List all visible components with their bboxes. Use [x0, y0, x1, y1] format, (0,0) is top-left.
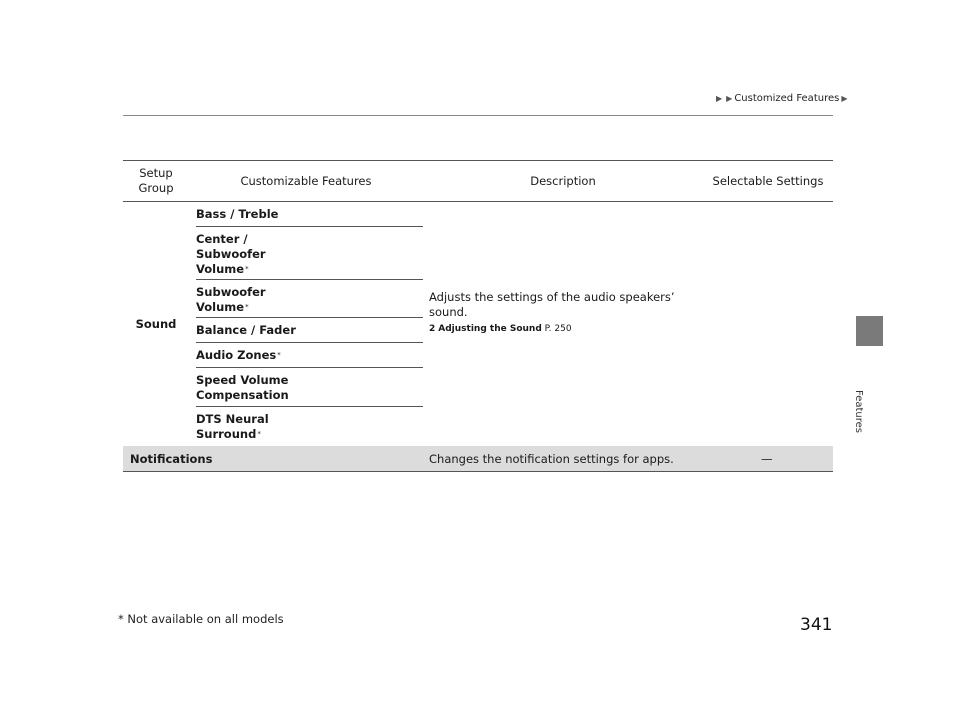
reference-arrow-icon: 2	[429, 324, 436, 334]
section-tab-label: Features	[853, 390, 864, 433]
not-all-models-asterisk: *	[245, 303, 249, 311]
triangle-right-icon: ▶	[726, 94, 733, 103]
reference-page: P. 250	[544, 324, 572, 334]
feature-label-line: Subwoofer	[196, 247, 266, 261]
not-all-models-asterisk: *	[257, 430, 261, 438]
feature-label-line: Audio Zones	[196, 348, 277, 362]
not-all-models-asterisk: *	[245, 265, 249, 273]
notifications-setting: —	[761, 451, 773, 466]
cross-reference[interactable]	[429, 322, 709, 337]
description-text: Adjusts the settings of the audio speakers’ sound.	[429, 290, 675, 319]
feature-label-line: Subwoofer	[196, 285, 266, 299]
header-selectable-settings: Selectable Settings	[712, 173, 824, 188]
feature-label-line: Surround	[196, 427, 257, 441]
sound-feature-list	[196, 202, 423, 446]
header-divider	[123, 115, 833, 116]
feature-item	[196, 407, 423, 446]
reference-title: Adjusting the Sound	[438, 324, 542, 334]
feature-label-line: DTS Neural	[196, 412, 269, 426]
feature-item	[196, 368, 423, 407]
page-number: 341	[800, 615, 833, 635]
feature-label-line: Compensation	[196, 388, 289, 402]
feature-notifications: Notifications	[130, 451, 213, 466]
notifications-description: Changes the notification settings for apps.	[429, 451, 674, 466]
feature-label-line: Bass / Treble	[196, 207, 279, 221]
feature-label-line: Volume	[196, 300, 245, 314]
feature-item	[196, 280, 423, 318]
footnote: * Not available on all models	[118, 612, 284, 626]
table-header	[123, 161, 833, 202]
header-setup-group-text: Setup Group	[138, 166, 174, 195]
feature-item	[196, 227, 423, 280]
not-all-models-asterisk: *	[277, 351, 281, 359]
feature-label-line: Balance / Fader	[196, 323, 296, 337]
header-customizable-features: Customizable Features	[240, 173, 372, 188]
feature-label-line: Volume	[196, 262, 245, 276]
header-description: Description	[530, 173, 596, 188]
notifications-row	[123, 446, 833, 472]
triangle-right-icon: ▶	[716, 94, 723, 103]
setup-group-sound: Sound	[135, 317, 177, 331]
header-setup-group	[123, 161, 189, 201]
feature-label-line: Speed Volume	[196, 373, 289, 387]
breadcrumb	[714, 93, 849, 104]
breadcrumb-label: Customized Features	[734, 93, 840, 104]
feature-item	[196, 343, 423, 368]
customizable-features-table	[123, 160, 833, 472]
feature-item	[196, 202, 423, 227]
sound-group-row	[123, 202, 833, 446]
sound-description	[429, 290, 709, 337]
section-tab-marker	[856, 316, 883, 346]
feature-label-line: Center /	[196, 232, 248, 246]
feature-item	[196, 318, 423, 343]
triangle-right-icon: ▶	[841, 94, 848, 103]
